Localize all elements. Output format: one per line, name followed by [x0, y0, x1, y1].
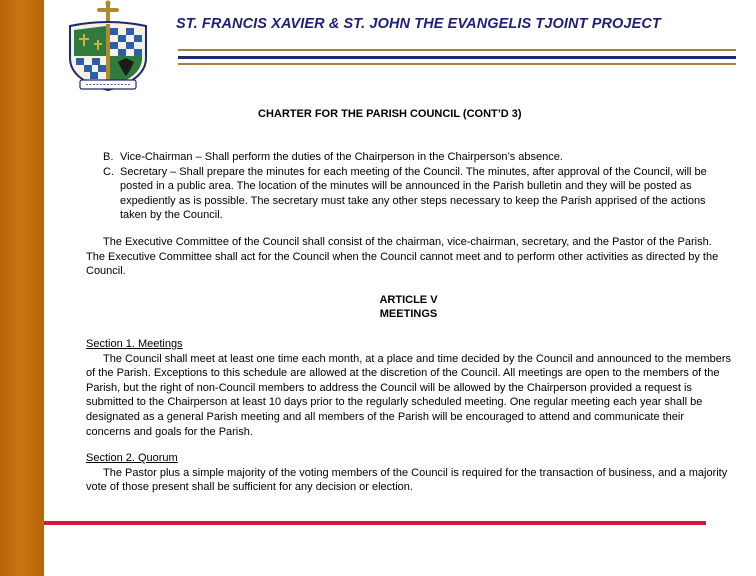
header-rule-gold-top [178, 49, 736, 51]
article-number: ARTICLE V [379, 293, 438, 306]
article-title: MEETINGS [379, 308, 438, 321]
charter-title: CHARTER FOR THE PARISH COUNCIL (CONT’D 3) [258, 108, 522, 120]
officer-item-secretary [103, 165, 731, 223]
section-body-quorum: The Pastor plus a simple majority of the voting members of the Council is required for the transaction of business, and a majority vote of those present shall be sufficient for any decision or election. [86, 466, 728, 494]
officer-item-label: B. [103, 151, 114, 163]
officer-item-vice-chairman [103, 150, 731, 165]
header-rule-navy [178, 56, 736, 59]
parish-crest-icon [60, 0, 156, 96]
document-header-title: ST. FRANCIS XAVIER & ST. JOHN THE EVANGELIS TJOINT PROJECT [176, 16, 661, 32]
left-accent-bar [0, 0, 44, 576]
officer-item-text: Secretary – Shall prepare the minutes for each meeting of the Council. The minutes, after approval of the Council, will be posted in a public area. The location of the minutes will be announced in the Parish bulletin and they will be posted as expediently as is possible. The secretary must take any other steps necessary to keep the Parish apprised of the actions taken by the Council. [120, 165, 707, 222]
charter-body [86, 150, 731, 495]
header-rule-gold-bottom [178, 63, 736, 65]
footer-red-rule [44, 521, 706, 525]
officer-item-text: Vice-Chairman – Shall perform the duties of the Chairperson in the Chairperson’s absence. [120, 151, 563, 163]
section-heading-quorum: Section 2. Quorum [86, 452, 178, 465]
executive-committee-paragraph: The Executive Committee of the Council shall consist of the chairman, vice-chairman, secretary, and the Pastor of the Parish. The Executive Committee shall act for the Council when the Council cannot meet and to perform other activities as directed by the Council. [86, 235, 719, 278]
section-heading-meetings: Section 1. Meetings [86, 337, 183, 350]
section-body-meetings: The Council shall meet at least one time each month, at a place and time decided by the Council and announced to the members of the Parish. Exceptions to this schedule are allowed at the discretion of the Council. All meetings are open to the members of the Parish, but the right of non-Council members to address the Council will be allowed by the Chairperson provided a request is submitted to the Chairperson at least 10 days prior to the regularly scheduled meeting. One regular meeting each year shall be designated as a general Parish meeting and all members of the Parish will be encouraged to attend and communicate their concerns and goals for the Parish. [86, 352, 731, 438]
officer-item-label: C. [103, 165, 114, 178]
